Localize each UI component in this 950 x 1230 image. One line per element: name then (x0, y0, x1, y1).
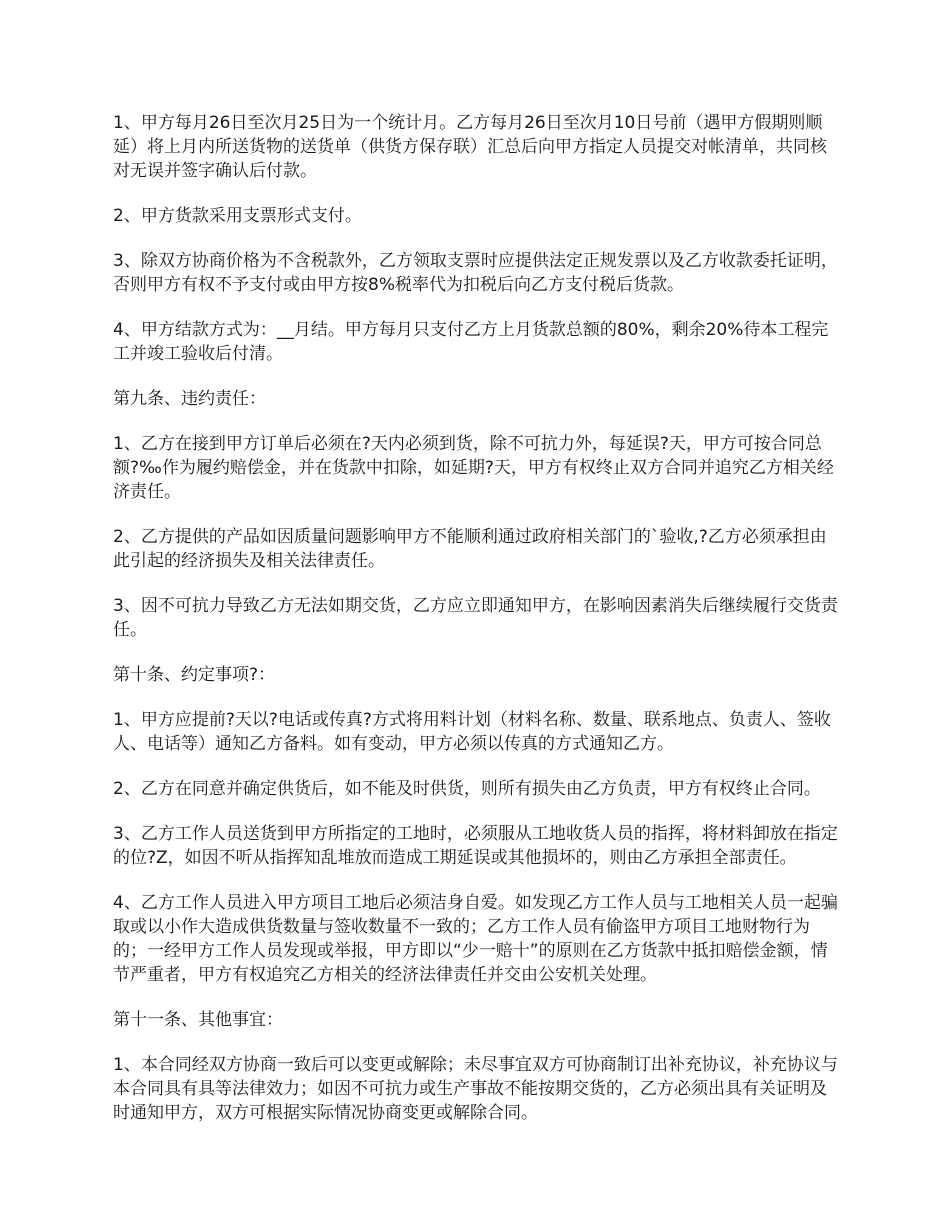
agreement-clause-1: 1、甲方应提前?天以?电话或传真?方式将用料计划（材料名称、数量、联系地点、负责人、签收人、电话等）通知乙方备料。如有变动，甲方必须以传真的方式通知乙方。 (113, 710, 831, 754)
payment-clause-3: 3、除双方协商价格为不含税款外，乙方领取支票时应提供法定正规发票以及乙方收款委托证明，否则甲方有权不予支付或由甲方按8%税率代为扣税后向乙方支付税后货款。 (113, 251, 838, 295)
agreement-clause-3: 3、乙方工作人员送货到甲方所指定的工地时，必须服从工地收货人员的指挥，将材料卸放在指定的位?Z，如因不听从指挥知乱堆放而造成工期延误或其他损坏的，则由乙方承担全部责任。 (113, 824, 838, 868)
agreement-clause-4: 4、乙方工作人员进入甲方项目工地后必须洁身自爱。如发现乙方工作人员与工地相关人员一起骗取或以小作大造成供货数量与签收数量不一致的；乙方工作人员有偷盗甲方项目工地财物行为的；一经甲方工作人员发现或举报，甲方即以“少一赔十”的原则在乙方货款中抵扣赔偿金额，情节严重者，甲方有权追究乙方相关的经济法律责任并交由公安机关处理。 (113, 893, 838, 985)
section-heading-liability: 第九条、违约责任： (113, 389, 266, 409)
liability-clause-3: 3、因不可抗力导致乙方无法如期交货，乙方应立即通知甲方，在影响因素消失后继续履行交货责任。 (113, 596, 838, 640)
liability-clause-1: 1、乙方在接到甲方订单后必须在?天内必须到货，除不可抗力外，每延误?天，甲方可按合同总额?‰作为履约赔偿金，并在货款中扣除，如延期?天，甲方有权终止双方合同并追究乙方相关经济责任。 (113, 434, 834, 502)
payment-clause-2: 2、甲方货款采用支票形式支付。 (113, 206, 362, 226)
document-body (113, 111, 843, 1146)
section-heading-other-matters: 第十一条、其他事宜： (113, 1010, 283, 1030)
payment-clause-1: 1、甲方每月26日至次月25日为一个统计月。乙方每月26日至次月10日号前（遇甲方假期则顺延）将上月内所送货物的送货单（供货方保存联）汇总后向甲方指定人员提交对帐清单，共同核对无误并签字确认后付款。 (113, 113, 827, 181)
payment-clause-4: 4、甲方结款方式为：__月结。甲方每月只支付乙方上月货款总额的80%，剩余20%待本工程完工并竣工验收后付清。 (113, 320, 829, 364)
section-heading-agreements: 第十条、约定事项?： (113, 665, 276, 685)
liability-clause-2: 2、乙方提供的产品如因质量问题影响甲方不能顺利通过政府相关部门的`验收,?乙方必须承担由此引起的经济损失及相关法律责任。 (113, 527, 827, 571)
other-matters-clause-1: 1、本合同经双方协商一致后可以变更或解除；未尽事宜双方可协商制订出补充协议，补充协议与本合同具有具等法律效力；如因不可抗力或生产事故不能按期交货的，乙方必须出具有关证明及时通知甲方，双方可根据实际情况协商变更或解除合同。 (113, 1055, 838, 1123)
agreement-clause-2: 2、乙方在同意并确定供货后，如不能及时供货，则所有损失由乙方负责，甲方有权终止合同。 (113, 779, 821, 799)
